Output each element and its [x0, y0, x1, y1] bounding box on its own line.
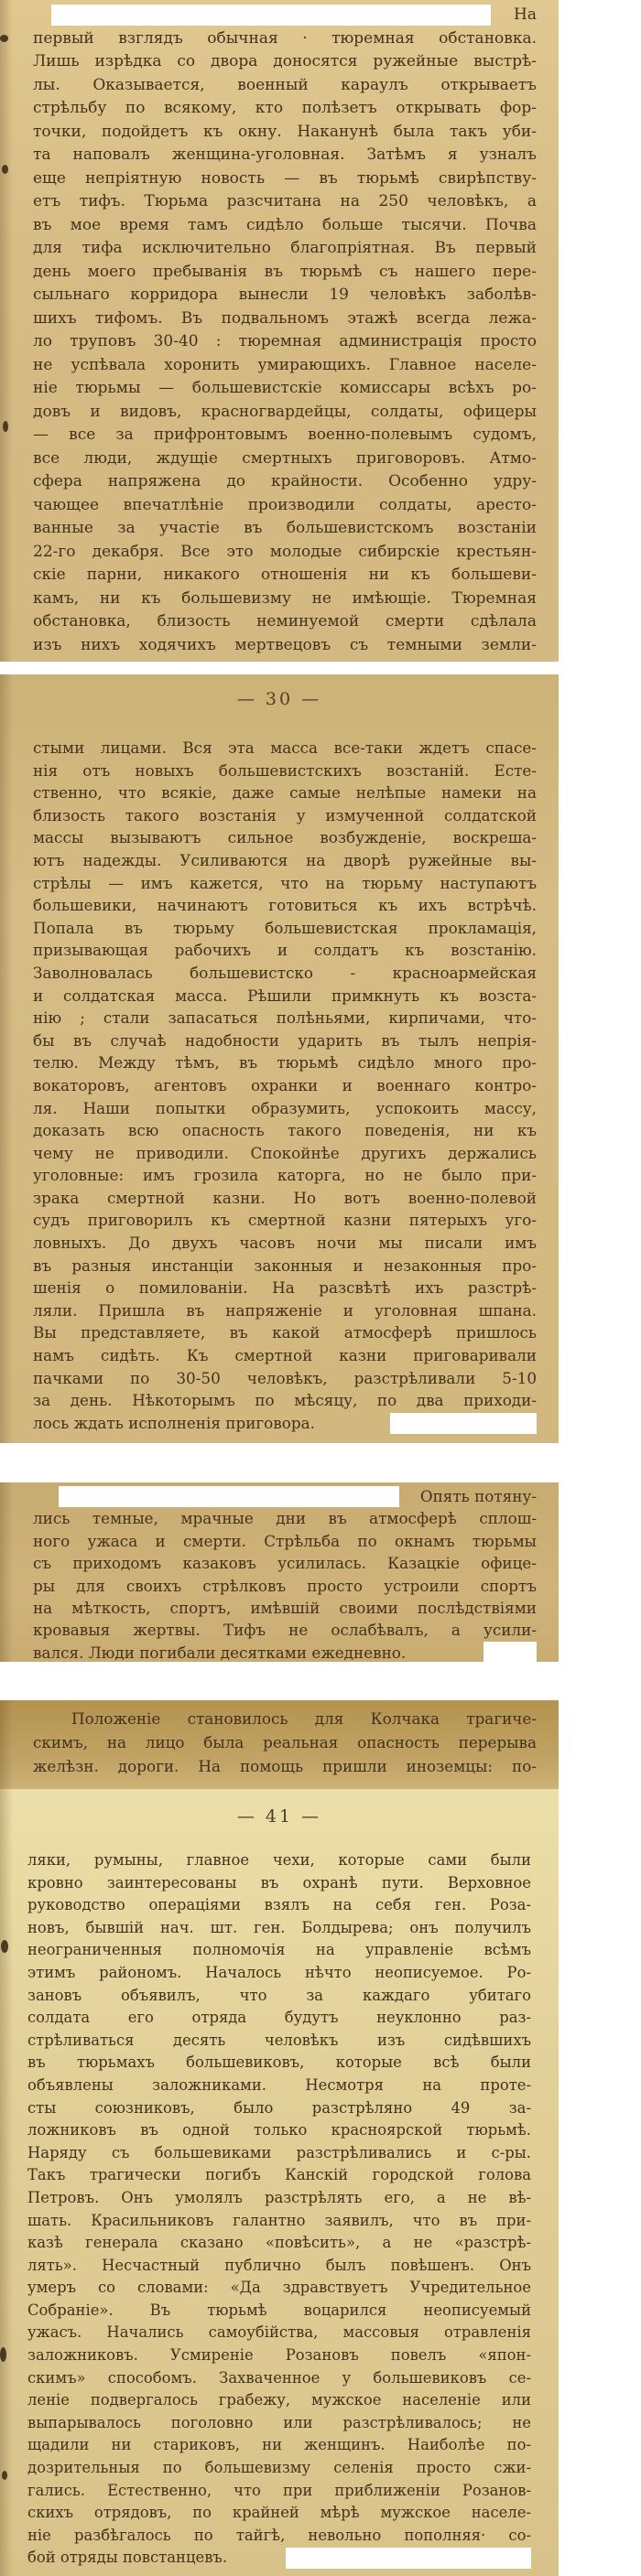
- line-text: 22-го декабря. Все это молодые сибирскіе крестьян-: [33, 542, 537, 561]
- line-text: ственно, что всякіе, даже самые нелѣпые намеки на: [33, 783, 537, 803]
- text-line: [33, 1051, 537, 1074]
- line-text: лось ждать исполненія приговора.: [33, 1413, 315, 1432]
- text-line: [33, 872, 537, 895]
- line-text: На: [514, 5, 537, 24]
- line-text: обстановка, близость неминуемой смерти сдѣлала: [33, 612, 537, 631]
- line-text: ніе тюрьмы — большевистскіе комиссары всѣхъ ро-: [33, 379, 537, 397]
- text-line: [33, 1321, 537, 1344]
- line-text: съ приходомъ казаковъ усилилась. Казацкіе офице-: [33, 1554, 537, 1573]
- line-text: сфера напряжена до крайности. Особенно удру-: [33, 472, 537, 490]
- line-text: телю. Между тѣмъ, въ тюрьмѣ сидѣло много про-: [33, 1053, 537, 1072]
- censored-text-region: [286, 2548, 531, 2569]
- line-text: нія отъ новыхъ большевистскихъ возстаній. Есте-: [33, 760, 537, 780]
- text-line: [27, 2007, 531, 2030]
- scan-page-30: [0, 674, 559, 1443]
- text-line: [33, 284, 537, 307]
- paper-aged-left-edge: [0, 1482, 13, 1662]
- text-line: [33, 1029, 537, 1052]
- text-line: [33, 1187, 537, 1210]
- text-line: [33, 1575, 537, 1597]
- line-text: еще непріятную новость — въ тюрьмѣ свирѣпству-: [33, 168, 537, 188]
- line-text: щадили ни стариковъ, ни женщинъ. Наиболѣе по-: [27, 2436, 531, 2454]
- line-text: сты союзниковъ, было разстрѣляно 49 за-: [27, 2098, 531, 2117]
- page-number-header: — 30 —: [236, 689, 322, 709]
- text-line: [27, 1962, 531, 1985]
- line-text: изъ нихъ ходячихъ мертвецовъ съ темными земли-: [33, 635, 537, 654]
- text-line: [33, 261, 537, 285]
- line-text: — все за прифронтовымъ военно-полевымъ судомъ,: [33, 426, 537, 444]
- text-line: [27, 1985, 531, 2008]
- text-line: [27, 2210, 531, 2233]
- line-text: камъ, ни къ большевизму не имѣющіе. Тюремная: [33, 588, 537, 608]
- line-text: лять». Несчастный публично былъ повѣшенъ. Онъ: [27, 2256, 531, 2274]
- line-text: Вы представляете, въ какой атмосферѣ пришлось: [33, 1323, 537, 1342]
- line-text: пачками по 30-50 человѣкъ, разстрѣливали 5-10: [33, 1368, 537, 1387]
- text-line: [27, 2277, 531, 2300]
- scan-page-41: [0, 1789, 559, 2576]
- text-line: [33, 167, 537, 191]
- line-text: въ тюрьмахъ большевиковъ, которые всѣ были: [27, 2053, 531, 2072]
- paper-aged-left-edge: [0, 0, 13, 662]
- text-line: [33, 1255, 537, 1277]
- text-column: [33, 0, 537, 657]
- line-text: чему не приводили. Спокойнѣе другихъ держались: [33, 1143, 537, 1162]
- line-text: Петровъ. Онъ умолялъ разстрѣлять его, а не вѣ-: [27, 2188, 531, 2206]
- line-text: та наповалъ женщина-уголовная. Затѣмъ я узналъ: [33, 146, 537, 164]
- line-text: намъ сидѣть. Къ смертной казни приговаривали: [33, 1346, 537, 1365]
- text-line: [33, 1730, 537, 1754]
- text-line: [33, 1412, 537, 1435]
- text-line: [33, 1507, 537, 1529]
- line-text: новъ, бывшій нач. шт. ген. Болдырева; онъ получилъ: [27, 1918, 531, 1936]
- line-text: скимъ» способомъ. Захваченное у большевиковъ се-: [27, 2368, 531, 2387]
- line-text: доказать всю опасность такого поведенія, ни къ: [33, 1121, 537, 1140]
- text-line: [33, 610, 537, 634]
- line-text: не успѣвала хоронить умирающихъ. Главное населе-: [33, 355, 537, 374]
- line-text: гались. Естественно, что при приближеніи Розанов-: [27, 2481, 531, 2499]
- text-column: [33, 1700, 537, 1778]
- text-line: [27, 1894, 531, 1917]
- text-line: [27, 2547, 531, 2570]
- text-line: [33, 894, 537, 917]
- line-text: Собраніе». Въ тюрьмѣ воцарился неописуемый: [27, 2301, 531, 2319]
- text-column: [33, 737, 537, 1434]
- text-line: [33, 190, 537, 214]
- line-text: ловныхъ. До двухъ часовъ ночи мы писали имъ: [33, 1234, 537, 1253]
- text-line: [33, 1299, 537, 1322]
- line-text: стрѣливаться десять человѣкъ изъ сидѣвшихъ: [27, 2031, 531, 2049]
- line-text: ля. Наши попытки образумить, успокоить массу,: [33, 1098, 537, 1117]
- text-line: [27, 2119, 531, 2142]
- text-line: [33, 1232, 537, 1255]
- line-text: довъ и видовъ, красногвардейцы, солдаты, офицеры: [33, 402, 537, 421]
- line-text: выпарывалось поголовно или разстрѣливалось; не: [27, 2413, 531, 2431]
- line-text: скіе парни, никакого отношенія ни къ большеви-: [33, 566, 537, 584]
- text-line: [27, 2075, 531, 2097]
- line-text: судъ приговорилъ къ смертной казни пятерыхъ уго-: [33, 1211, 537, 1230]
- line-text: уголовные: имъ грозила каторга, но не было при-: [33, 1166, 537, 1185]
- line-text: и солдатская масса. Рѣшили примкнуть къ возста-: [33, 986, 537, 1005]
- text-line: [33, 1367, 537, 1390]
- line-text: стрѣльбу по всякому, кто полѣзетъ открывать фор-: [33, 99, 537, 117]
- text-line: [33, 121, 537, 145]
- line-text: ного ужаса и смерти. Стрѣльба по окнамъ тюрьмы: [33, 1531, 537, 1550]
- paper-blemish: [1, 1940, 8, 1953]
- scan-fragment-3: [0, 1482, 559, 1662]
- line-text: скимъ, на лицо была реальная опасность перерыва: [33, 1733, 537, 1751]
- line-text: солдата его отряда будутъ неуклонно раз-: [27, 2009, 531, 2027]
- line-text: за день. Нѣкоторымъ по мѣсяцу, по два приходи-: [33, 1391, 537, 1410]
- line-text: казѣ генерала сказано «повѣсить», а не «разстрѣ-: [27, 2234, 531, 2252]
- text-line: [33, 1485, 537, 1507]
- text-line: [33, 564, 537, 587]
- text-line: [33, 541, 537, 565]
- line-text: етъ тифъ. Тюрьма разсчитана на 250 человѣкъ, а: [33, 192, 537, 210]
- text-line: [33, 804, 537, 827]
- line-text: объявлены заложниками. Несмотря на проте-: [27, 2075, 531, 2094]
- text-line: [33, 4, 537, 27]
- text-line: [27, 2480, 531, 2503]
- text-line: [33, 1164, 537, 1187]
- text-line: [27, 2142, 531, 2165]
- line-text: лы. Оказывается, военный караулъ открываетъ: [33, 75, 537, 94]
- text-line: [33, 401, 537, 425]
- paper-blemish: [0, 35, 8, 42]
- text-line: [27, 2097, 531, 2120]
- text-line: [33, 330, 537, 354]
- text-line: [33, 1209, 537, 1232]
- text-line: [33, 50, 537, 74]
- line-text: Положеніе становилось для Колчака трагиче-: [71, 1709, 537, 1728]
- text-line: [33, 97, 537, 121]
- line-text: нію ; стали запасаться полѣньями, кирпичами, что-: [33, 1008, 537, 1028]
- line-text: дозрительныя по большевизму селенія просто сжи-: [27, 2459, 531, 2477]
- text-line: [33, 1097, 537, 1120]
- text-line: [27, 2502, 531, 2525]
- paper-blemish: [2, 165, 8, 174]
- text-line: [27, 2255, 531, 2278]
- line-text: ло труповъ 30-40 : тюремная администрація просто: [33, 332, 537, 350]
- text-column: [27, 1849, 531, 2570]
- text-line: [33, 307, 537, 331]
- text-line: [33, 1530, 537, 1552]
- text-line: [33, 962, 537, 985]
- text-line: [27, 2232, 531, 2255]
- line-text: Лишь изрѣдка со двора доносятся ружейные выстрѣ-: [33, 52, 537, 70]
- text-line: [33, 447, 537, 471]
- text-line: [27, 2344, 531, 2367]
- text-line: [33, 237, 537, 261]
- text-line: [33, 144, 537, 167]
- text-line: [27, 2434, 531, 2457]
- text-column: [33, 1482, 537, 1664]
- line-text: ютъ надежды. Усиливаются на дворѣ ружейные вы-: [33, 850, 537, 869]
- text-line: [27, 2367, 531, 2390]
- line-text: стрѣлы — имъ кажется, что на тюрьму наступаютъ: [33, 873, 537, 892]
- paper-blemish: [0, 2347, 6, 2362]
- line-text: Наряду съ большевиками разстрѣливались и с-ры.: [27, 2143, 531, 2161]
- line-text: массы вызываютъ сильное возбужденіе, воскреша-: [33, 828, 537, 847]
- text-line: [33, 587, 537, 611]
- line-text: все люди, ждущіе смертныхъ приговоровъ. Атмо-: [33, 448, 537, 468]
- text-line: [27, 1917, 531, 1940]
- text-line: [33, 494, 537, 518]
- line-text: ляли. Пришла въ напряженіе и уголовная шпана.: [33, 1300, 537, 1320]
- text-line: [33, 1707, 537, 1730]
- line-text: ры для своихъ стрѣлковъ просто устроили спортъ: [33, 1576, 537, 1595]
- line-text: зрака смертной казни. Но вотъ военно-полевой: [33, 1188, 537, 1207]
- text-line: [33, 1619, 537, 1641]
- line-text: для тифа исключительно благопріятная. Въ первый: [33, 239, 537, 257]
- text-line: [33, 1552, 537, 1574]
- line-text: въ разныя инстанціи законныя и незаконныя про-: [33, 1256, 537, 1275]
- line-text: руководство операціями взялъ на себя ген. Роза-: [27, 1896, 531, 1914]
- line-text: неограниченныя полномочія на управленіе всѣмъ: [27, 1941, 531, 1959]
- text-line: [27, 2030, 531, 2053]
- line-text: сыльнаго корридора вынесли 19 человѣкъ заболѣв-: [33, 286, 537, 304]
- scan-fragment-4: [0, 1700, 559, 1789]
- line-text: желѣзн. дороги. На помощь пришли иноземцы: по-: [33, 1757, 537, 1775]
- text-line: [27, 2300, 531, 2323]
- text-line: [27, 1849, 531, 1872]
- text-line: [27, 2389, 531, 2412]
- line-text: кровно заинтересованы въ охранѣ пути. Верховное: [27, 1873, 531, 1892]
- text-line: [33, 517, 537, 541]
- line-text: вокаторовъ, агентовъ охранки и военнаго контро-: [33, 1075, 537, 1094]
- paper-aged-left-edge: [0, 674, 13, 1443]
- line-text: первый взглядъ обычная · тюремная обстановка.: [33, 28, 537, 48]
- text-line: [33, 1389, 537, 1412]
- line-text: стыми лицами. Вся эта масса все-таки ждетъ спасе-: [33, 738, 537, 757]
- censored-text-region: [390, 1413, 537, 1434]
- text-line: [33, 1007, 537, 1029]
- line-text: шать. Красильниковъ галантно заявилъ, что въ при-: [27, 2211, 531, 2229]
- text-line: [33, 470, 537, 494]
- scan-fragment-1: [0, 0, 559, 662]
- line-text: ужасъ. Начались самоубійства, массовыя отравленія: [27, 2323, 531, 2342]
- paper-aged-left-edge: [0, 1789, 13, 2576]
- text-line: [33, 354, 537, 378]
- line-text: Опять потяну-: [419, 1487, 537, 1505]
- line-text: день моего пребыванія въ тюрьмѣ съ нашего пере-: [33, 262, 537, 281]
- line-text: скихъ отрядовъ, по крайней мѣрѣ мужское населе-: [27, 2504, 531, 2522]
- text-line: [27, 2457, 531, 2480]
- text-line: [33, 377, 537, 401]
- line-text: призывающая рабочихъ и солдатъ къ возстанію.: [33, 941, 537, 960]
- line-text: лись темные, мрачные дни въ атмосферѣ сплош-: [33, 1509, 537, 1528]
- line-text: леніе подвергалось грабежу, мужское населеніе или: [27, 2391, 531, 2409]
- text-line: [33, 939, 537, 962]
- text-line: [33, 214, 537, 238]
- line-text: на мѣткость, спортъ, имѣвшій своими послѣдствіями: [33, 1598, 537, 1617]
- text-line: [33, 917, 537, 940]
- text-line: [27, 2052, 531, 2075]
- line-text: чающее впечатлѣніе производили солдаты, аресто-: [33, 495, 537, 514]
- line-text: кровавыя жертвы. Тифъ не ослабѣвалъ, а усили-: [33, 1621, 537, 1640]
- text-line: [33, 737, 537, 760]
- line-text: ванные за участіе въ большевистскомъ возстаніи: [33, 519, 537, 537]
- text-line: [33, 849, 537, 872]
- text-line: [33, 1754, 537, 1778]
- text-line: [27, 2525, 531, 2548]
- text-line: [33, 826, 537, 849]
- text-line: [33, 1597, 537, 1619]
- line-text: Заволновалась большевистско - красноармейская: [33, 963, 537, 982]
- line-text: зановъ объявилъ, что за каждаго убитаго: [27, 1986, 531, 2004]
- text-line: [33, 424, 537, 447]
- text-line: [27, 1939, 531, 1962]
- line-text: Такъ трагически погибъ Канскій городской голова: [27, 2166, 531, 2184]
- text-line: [33, 985, 537, 1008]
- text-line: [33, 1074, 537, 1097]
- line-text: бой отряды повстанцевъ.: [27, 2549, 228, 2567]
- censored-text-region: [51, 5, 491, 26]
- line-text: шихъ тифомъ. Въ подвальномъ этажѣ всегда лежа-: [33, 308, 537, 328]
- text-line: [33, 1119, 537, 1142]
- text-line: [27, 2322, 531, 2344]
- line-text: точки, подойдетъ къ окну. Наканунѣ была такъ уби-: [33, 122, 537, 141]
- text-line: [33, 74, 537, 98]
- line-text: близость такого возстанія у измученной солдатской: [33, 805, 537, 825]
- text-line: [33, 1642, 537, 1664]
- page-number-header: — 41 —: [236, 1806, 322, 1827]
- text-line: [27, 1872, 531, 1895]
- paper-blemish: [3, 421, 8, 432]
- line-text: ложниковъ въ одной только красноярской тюрьмѣ.: [27, 2121, 531, 2139]
- text-line: [33, 760, 537, 782]
- line-text: въ мое время тамъ сидѣло больше тысячи. Почва: [33, 215, 537, 234]
- text-line: [33, 781, 537, 804]
- censored-text-region: [59, 1486, 399, 1507]
- line-text: Попала въ тюрьму большевистская прокламація,: [33, 918, 537, 937]
- line-text: ляки, румыны, главное чехи, которые сами были: [27, 1851, 531, 1869]
- paper-aged-left-edge: [0, 1700, 13, 1789]
- line-text: большевики, начинаютъ готовиться къ ихъ встрѣчѣ.: [33, 896, 537, 915]
- line-text: заложниковъ. Усмиреніе Розановъ повелъ «япон-: [27, 2346, 531, 2365]
- text-line: [27, 2187, 531, 2210]
- text-line: [27, 2164, 531, 2187]
- text-line: [33, 27, 537, 51]
- line-text: умеръ со словами: «Да здравствуетъ Учредительное: [27, 2279, 531, 2297]
- line-text: вался. Люди погибали десятками ежедневно.: [33, 1643, 407, 1662]
- text-line: [33, 1344, 537, 1367]
- censored-text-region: [483, 1642, 537, 1663]
- line-text: ніе разбѣгалось по тайгѣ, невольно пополняя· со-: [27, 2526, 531, 2544]
- text-line: [27, 2412, 531, 2435]
- line-text: этимъ райономъ. Началось нѣчто неописуемое. Ро-: [27, 1963, 531, 1981]
- paper-blemish: [2, 2471, 7, 2480]
- text-line: [33, 634, 537, 658]
- line-text: шенія о помилованіи. На разсвѣтѣ ихъ разстрѣ-: [33, 1278, 537, 1298]
- text-line: [33, 1277, 537, 1299]
- line-text: бы въ случаѣ надобности ударить въ тылъ непрія-: [33, 1030, 537, 1050]
- text-line: [33, 1142, 537, 1165]
